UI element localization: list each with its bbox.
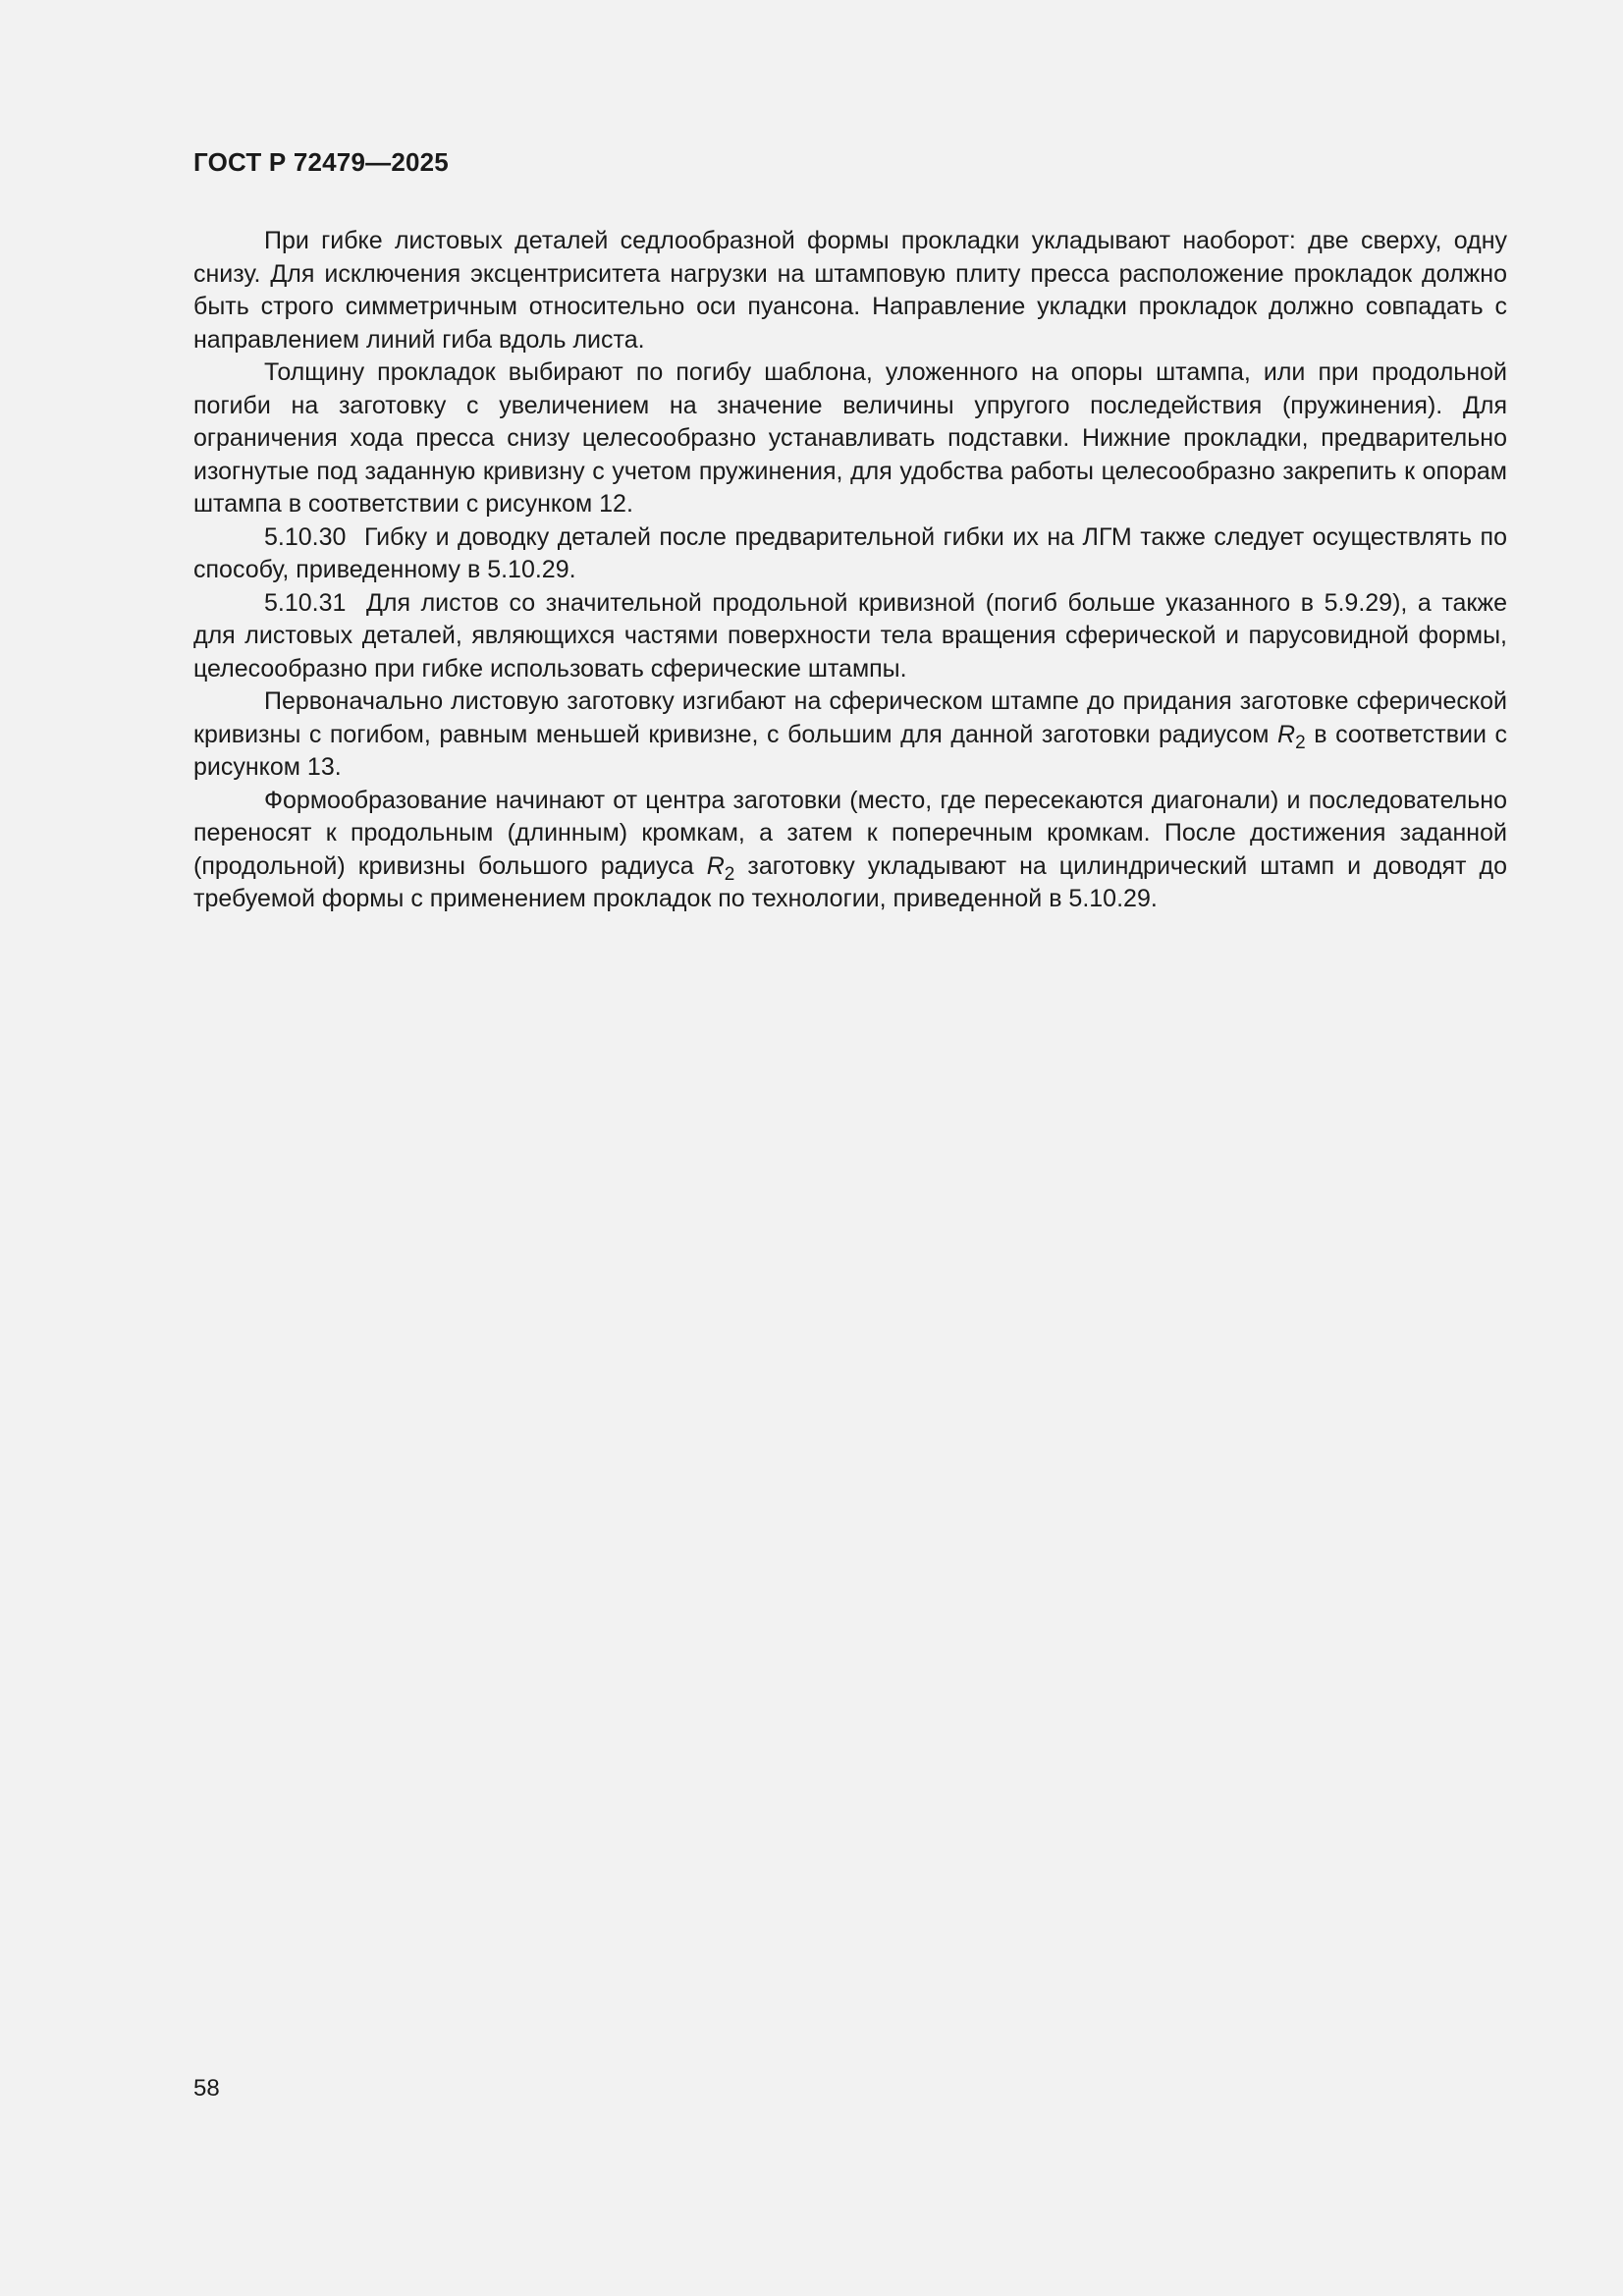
paragraph-spacers [193,225,1507,356]
page-number: 58 [193,2075,220,2102]
document-standard-number: ГОСТ Р 72479—2025 [193,147,449,177]
paragraph-spacer-thickness [193,356,1507,521]
paragraph-text: заготовку укладывают на цилиндрический штамп и доводят до требуемой формы с применением прокладок по технологии, приведенной в 5.10.29. [193,851,1507,912]
paragraph-text: в соответствии с рисунком 13. [193,720,1508,781]
radius-symbol: $R_2$ [706,851,735,885]
radius-symbol: $R_2$ [1277,720,1306,753]
paragraph-text: Толщину прокладок выбирают по погибу шаблона, уложенного на опоры штампа, или при продольной погиби на заготовку с увеличением на значение величины упругого последействия (пружинения). Для ограничения хода пресса снизу целесообразно устанавливать подставки. Нижние прокладки, предварительно изогнутые под заданную кривизну с учетом пружинения, для удобства работы целесообразно закрепить к опорам штампа в соответствии с рисунком 12. [193,358,1507,518]
paragraph-text: Первоначально листовую заготовку изгибают на сферическом штампе до придания заготовке сферической кривизны с погибом, равным меньшей кривизне, с большим для данной заготовки радиусом [193,687,1507,748]
document-body [193,225,1507,916]
clause-5-10-30 [193,521,1507,587]
clause-text: Гибку и доводку деталей после предварительной гибки их на ЛГМ также следует осуществлять по способу, приведенному в 5.10.29. [193,522,1507,583]
clause-number: 5.10.31 [264,588,347,617]
clause-text: Для листов со значительной продольной кривизной (погиб больше указанного в 5.9.29), а также для листовых деталей, являющихся частями поверхности тела вращения сферической и парусовидной формы, целесообразно при гибке использовать сферические штампы. [193,588,1507,683]
clause-5-10-31 [193,587,1507,686]
paragraph-initial-bending [193,685,1507,785]
clause-number: 5.10.30 [264,522,347,551]
paragraph-text: Формообразование начинают от центра заготовки (место, где пересекаются диагонали) и последовательно переносят к продольным (длинным) кромкам, а затем к поперечным кромкам. После достижения заданной (продольной) кривизны большого радиуса [193,786,1507,880]
paragraph-text: При гибке листовых деталей седлообразной формы прокладки укладывают наоборот: две сверху, одну снизу. Для исключения эксцентриситета нагрузки на штамповую плиту пресса расположение прокладок должно быть строго симметричным относительно оси пуансона. Направление укладки прокладок должно совпадать с направлением линий гиба вдоль листа. [193,227,1507,354]
paragraph-forming [193,785,1507,916]
